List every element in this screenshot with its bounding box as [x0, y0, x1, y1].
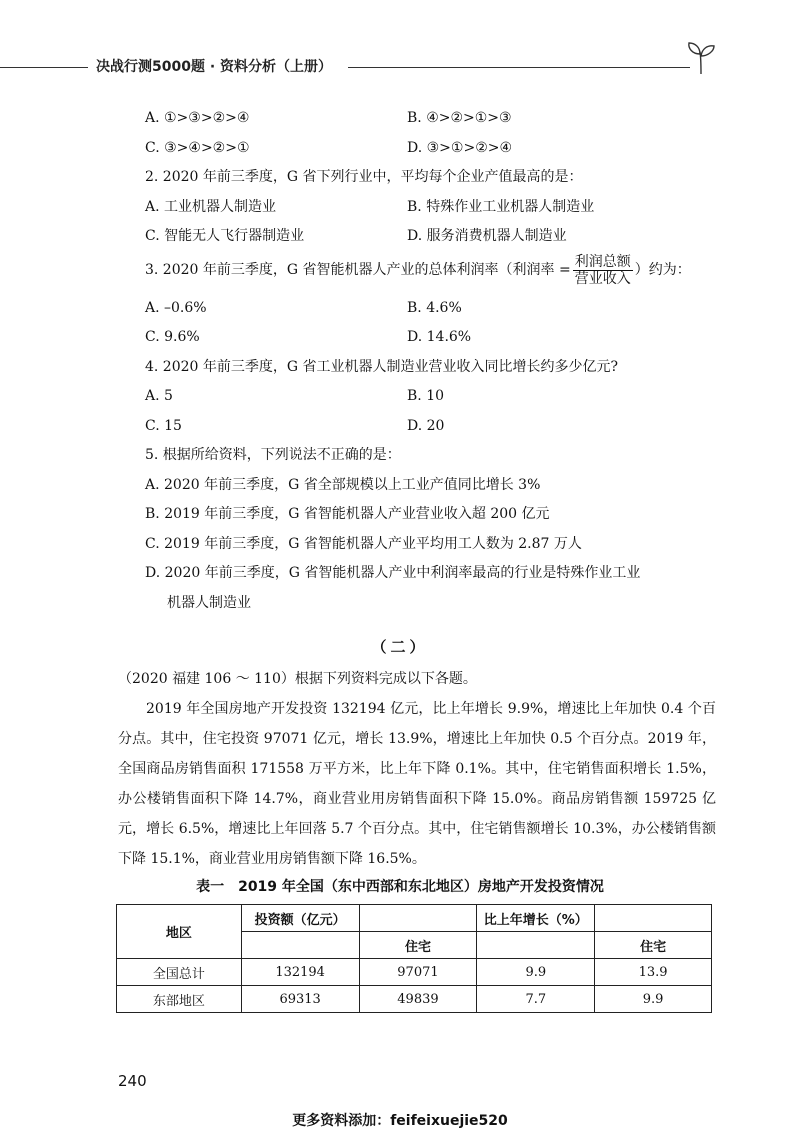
- q3-stem-suffix: ）约为：: [634, 261, 691, 278]
- q5-option-d: D. 2020 年前三季度，G 省智能机器人产业中利润率最高的行业是特殊作业工业: [145, 565, 641, 581]
- cell-investment: 132194: [241, 959, 359, 986]
- header-spacer: [241, 932, 359, 959]
- table-header-row: [117, 905, 712, 932]
- table-row: [117, 959, 712, 986]
- q5-option-a: A. 2020 年前三季度，G 省全部规模以上工业产值同比增长 3%: [145, 476, 541, 493]
- q5-stem: 5. 根据所给资料，下列说法不正确的是：: [145, 447, 401, 463]
- cell-growth: 7.7: [477, 986, 595, 1013]
- cell-residential-growth: 13.9: [595, 959, 712, 986]
- cell-investment: 69313: [241, 986, 359, 1013]
- q5-option-c: C. 2019 年前三季度，G 省智能机器人产业平均用工人数为 2.87 万人: [145, 535, 582, 552]
- q4-options-row-1: [145, 382, 715, 412]
- q3-option-d: D. 14.6%: [407, 329, 472, 345]
- question-block: [145, 104, 715, 618]
- q1-option-a: A. ①>③>②>④: [145, 110, 250, 126]
- q4-option-b: B. 10: [407, 388, 445, 404]
- q3-stem: [145, 254, 715, 288]
- q4-option-a: A. 5: [145, 388, 173, 404]
- header-rule-left: [0, 67, 88, 68]
- reading-passage: [118, 664, 716, 874]
- table-row: [117, 986, 712, 1013]
- cell-residential-growth: 9.9: [595, 986, 712, 1013]
- section-title: （二）: [371, 638, 429, 656]
- page-number: 240: [118, 1072, 147, 1090]
- q2-stem: 2. 2020 年前三季度，G 省下列行业中，平均每个企业产值最高的是：: [145, 169, 583, 185]
- cell-residential: 97071: [359, 959, 477, 986]
- q1-option-b: B. ④>②>①>③: [407, 110, 512, 126]
- q4-options-row-2: [145, 412, 715, 442]
- header-growth: 比上年增长（%）: [477, 905, 595, 932]
- cell-residential: 49839: [359, 986, 477, 1013]
- footer-note: 更多资料添加：feifeixuejie520: [292, 1113, 508, 1129]
- q2-options-row-1: [145, 193, 715, 223]
- header-region: 地区: [117, 905, 242, 959]
- table-title: 表一 2019 年全国（东中西部和东北地区）房地产开发投资情况: [196, 879, 604, 895]
- q1-options-row-2: [145, 134, 715, 164]
- q1-option-c: C. ③>④>②>①: [145, 139, 250, 156]
- q2-option-d: D. 服务消费机器人制造业: [407, 228, 567, 244]
- header-residential: 住宅: [359, 932, 477, 959]
- q2-option-b: B. 特殊作业工业机器人制造业: [407, 198, 595, 215]
- passage-paragraph: 2019 年全国房地产开发投资 132194 亿元，比上年增长 9.9%，增速比上年加快 0.4 个百分点。其中，住宅投资 97071 亿元，增长 13.9%，增速比上年加快 0.5 个百分点。2019 年，全国商品房销售面积 171558 万平方米，比上年下降 0.1%。其中，住宅销售面积增长 1.5%，办公楼销售面积下降 14.7%，商业营业用房销售面积下降 15.0%。商品房销售额 159725 亿元，增长 6.5%，增速比上年回落 5.7 个百分点。其中，住宅销售额增长 10.3%，办公楼销售额下降 15.1%，商业营业用房销售额下降 16.5%。: [118, 701, 716, 867]
- q3-options-row-2: [145, 323, 715, 353]
- q1-option-d: D. ③>①>②>④: [407, 139, 513, 156]
- cell-region: 东部地区: [117, 986, 242, 1013]
- q2-options-row-2: [145, 222, 715, 252]
- header-residential-growth: 住宅: [595, 932, 712, 959]
- investment-table: [116, 904, 712, 1013]
- profit-rate-fraction: [573, 254, 633, 287]
- fraction-numerator: 利润总额: [574, 254, 631, 270]
- q3-option-c: C. 9.6%: [145, 329, 200, 345]
- header-spacer: [595, 905, 712, 932]
- cell-growth: 9.9: [477, 959, 595, 986]
- q3-option-b: B. 4.6%: [407, 299, 462, 316]
- cell-region: 全国总计: [117, 959, 242, 986]
- q3-option-a: A. –0.6%: [145, 299, 207, 316]
- q4-option-c: C. 15: [145, 417, 182, 434]
- q4-stem: 4. 2020 年前三季度，G 省工业机器人制造业营业收入同比增长约多少亿元?: [145, 358, 619, 375]
- header-spacer: [359, 905, 477, 932]
- sprout-icon: [686, 40, 716, 74]
- q2-option-a: A. 工业机器人制造业: [145, 198, 277, 215]
- q3-stem-prefix: 3. 2020 年前三季度，G 省智能机器人产业的总体利润率（利润率 =: [145, 261, 571, 278]
- header-spacer: [477, 932, 595, 959]
- header-rule-right: [348, 67, 690, 68]
- passage-intro: （2020 福建 106 ～ 110）根据下列资料完成以下各题。: [118, 671, 477, 687]
- q2-option-c: C. 智能无人飞行器制造业: [145, 228, 305, 244]
- fraction-denominator: 营业收入: [574, 271, 631, 287]
- running-header: [0, 56, 800, 76]
- q4-option-d: D. 20: [407, 417, 445, 434]
- q3-options-row-1: [145, 294, 715, 324]
- q5-option-b: B. 2019 年前三季度，G 省智能机器人产业营业收入超 200 亿元: [145, 506, 550, 522]
- q5-option-d-continued: 机器人制造业: [167, 594, 251, 611]
- header-investment: 投资额（亿元）: [241, 905, 359, 932]
- book-title: 决战行测5000题 · 资料分析（上册）: [96, 59, 333, 75]
- q1-options-row-1: [145, 104, 715, 134]
